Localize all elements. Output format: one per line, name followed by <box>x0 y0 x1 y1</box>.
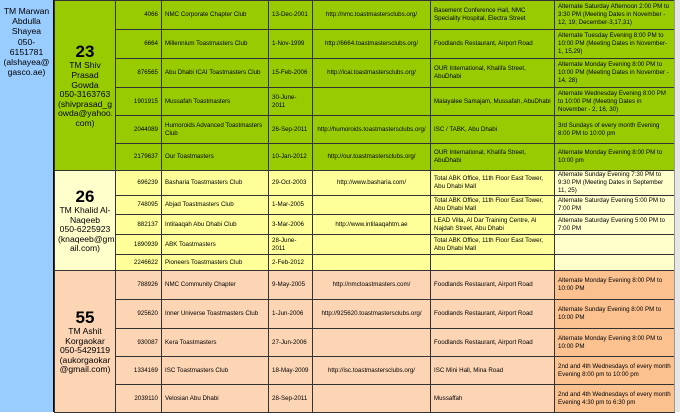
charter-date: 1-Mar-2005 <box>269 196 313 215</box>
club-schedule: Alternate Sunday Evening 7:30 PM to 9:30 PM (Meeting Dates in September 11, 25) <box>555 171 675 196</box>
club-venue: Mussaffah <box>431 385 555 413</box>
club-schedule <box>555 235 675 255</box>
club-name: Our Toastmasters <box>162 144 269 171</box>
club-schedule: Alternate Monday Evening 8:00 PM to 10:00 PM (Meeting Dates in November - 14, 28) <box>555 59 675 88</box>
table-row <box>55 329 675 357</box>
leader-contact-line: 050-3163763 <box>59 89 111 100</box>
club-url <box>313 385 431 413</box>
club-url <box>313 329 431 357</box>
club-venue: LEAD Villa, Al Dar Training Centre, Al Najdah Street, Abu Dhabi <box>431 215 555 235</box>
charter-date: 28-Sep-2011 <box>269 385 313 413</box>
charter-date: 28-June-2011 <box>269 235 313 255</box>
leader-contact-line: Prasad Gowda <box>71 70 99 90</box>
club-schedule: Alternate Wednesday Evening 8:00 PM to 10:00 PM (Meeting Dates in November - 2, 16, 30) <box>555 88 675 116</box>
leader-contact-line: 050-5429119 <box>59 345 111 356</box>
leader-contact-line: @gmail.com) <box>59 364 111 375</box>
division-number: 55 <box>75 308 95 328</box>
club-url[interactable]: http://6664.toastmastersclubs.org/ <box>313 30 431 59</box>
club-venue: Total ABK Office, 11th Floor East Tower, Abu Dhabi Mall <box>431 171 555 196</box>
club-schedule: Alternate Monday Evening 8:00 PM to 10:00 PM <box>555 271 675 300</box>
charter-date: 1-Nov-1999 <box>269 30 313 59</box>
club-schedule: Alternate Saturday Evening 5:00 PM to 7:00 PM <box>555 196 675 215</box>
club-url <box>313 196 431 215</box>
club-id: 2179637 <box>116 144 162 171</box>
club-name: Pioneers Toastmasters Club <box>162 255 269 271</box>
charter-date: 15-Feb-2006 <box>269 59 313 88</box>
table-row <box>55 271 675 300</box>
club-venue: OUR International, Khalifa Street, AbuDhabi <box>431 59 555 88</box>
club-name: ABK Toastmasters <box>162 235 269 255</box>
leader-contact-line: TM Ashit <box>68 326 102 337</box>
leader-contact-line: TM Khalid Al- <box>59 205 111 216</box>
table-row <box>55 300 675 329</box>
club-venue: Foodlands Restaurant, Airport Road <box>431 300 555 329</box>
club-id: 6664 <box>116 30 162 59</box>
club-schedule: Alternate Monday Evening 8:00 PM to 10:00 pm <box>555 144 675 171</box>
club-url[interactable]: http://our.toastmastersclubs.org/ <box>313 144 431 171</box>
club-id: 1334169 <box>116 357 162 385</box>
area-director-line: TM Marwan <box>3 6 50 16</box>
table-row <box>55 255 675 271</box>
division-number: 26 <box>75 187 95 207</box>
club-url[interactable]: http://www.basharia.com/ <box>313 171 431 196</box>
club-name: Millennium Toastmasters Club <box>162 30 269 59</box>
club-id: 788926 <box>116 271 162 300</box>
clubs-table <box>54 0 675 413</box>
club-name: ISC Toastmasters Club <box>162 357 269 385</box>
club-url[interactable]: http://nmctoastmasters.com/ <box>313 271 431 300</box>
club-id: 2039110 <box>116 385 162 413</box>
division-number: 23 <box>75 42 95 62</box>
club-id: 696239 <box>116 171 162 196</box>
table-row <box>55 30 675 59</box>
club-id: 2044089 <box>116 116 162 144</box>
table-row <box>55 116 675 144</box>
charter-date: 10-Jan-2012 <box>269 144 313 171</box>
club-venue: Foodlands Restaurant, Airport Road <box>431 329 555 357</box>
club-id: 2246622 <box>116 255 162 271</box>
table-row <box>55 235 675 255</box>
club-schedule: 3rd Sundays of every month Evening 8:00 PM to 10:00 pm <box>555 116 675 144</box>
club-schedule <box>555 255 675 271</box>
leader-contact-line: 050-6225923 <box>59 224 111 235</box>
leader-contact-line: ail.com) <box>69 243 101 254</box>
table-row <box>55 357 675 385</box>
club-url <box>313 235 431 255</box>
club-url[interactable]: http://humoroids.toastmastersclubs.org/ <box>313 116 431 144</box>
club-schedule: Alternate Tuesday Evening 8:00 PM to 10:00 PM (Meeting Dates in November- 1, 15,29) <box>555 30 675 59</box>
club-venue: Total ABK Office, 11th Floor East Tower, Abu Dhabi Mall <box>431 196 555 215</box>
club-schedule: Alternate Saturday Evening 5:00 PM to 7:00 PM <box>555 215 675 235</box>
club-venue: ISC / TABK, Abu Dhabi <box>431 116 555 144</box>
club-name: NMC Corporate Chapter Club <box>162 1 269 30</box>
leader-contact-line: Naqeeb <box>69 214 101 225</box>
table-row <box>55 171 675 196</box>
club-venue: Total ABK Office, 11th Floor East Tower, Abu Dhabi Mall <box>431 235 555 255</box>
club-url[interactable]: http://icai.toastmastersclubs.org/ <box>313 59 431 88</box>
club-id: 876565 <box>116 59 162 88</box>
area-director-text <box>2 6 51 77</box>
club-id: 748095 <box>116 196 162 215</box>
charter-date: 3-Mar-2006 <box>269 215 313 235</box>
area-director-line: gasco.ae) <box>7 67 46 78</box>
club-id: 882137 <box>116 215 162 235</box>
leader-contact-line: (aukorgaokar <box>59 354 111 365</box>
club-name: Humoroids Advanced Toastmasters Club <box>162 116 269 144</box>
charter-date: 13-Dec-2001 <box>269 1 313 30</box>
club-name: Inner Universe Toastmasters Club <box>162 300 269 329</box>
club-venue: Foodlands Restaurant, Airport Road <box>431 271 555 300</box>
club-url[interactable]: http://nmc.toastmastersclubs.org/ <box>313 1 431 30</box>
club-id: 930087 <box>116 329 162 357</box>
club-name: Intilaaqah Abu Dhabi Club <box>162 215 269 235</box>
club-schedule: Alternate Saturday Afternoon 2:00 PM to 3:30 PM (Meeting Dates in November - 12, 19; December-3,17,31) <box>555 1 675 30</box>
leader-contact-line: Korgaokar <box>65 335 105 346</box>
leader-contact-line: TM Shiv <box>69 60 101 71</box>
division-leader-cell <box>55 271 116 413</box>
division-leader-cell <box>55 1 116 171</box>
table-row <box>55 196 675 215</box>
club-schedule: Alternate Sunday Evening 8:00 PM to 10:00 PM <box>555 300 675 329</box>
club-id: 4066 <box>116 1 162 30</box>
club-name: NMC Community Chapter <box>162 271 269 300</box>
charter-date: 30-June-2011 <box>269 88 313 116</box>
club-id: 1890939 <box>116 235 162 255</box>
area-director-line: Shayea <box>11 26 42 37</box>
club-url[interactable]: http://www.intilaaqahtm.ae <box>313 215 431 235</box>
club-id: 1901915 <box>116 88 162 116</box>
club-schedule: 2nd and 4th Wednesdays of every month Evening 8:00 pm to 10:00 pm <box>555 357 675 385</box>
club-schedule: 2nd and 4th Wednesdays of every month Evening 4:30 pm to 6:30 pm <box>555 385 675 413</box>
club-venue: Foodlands Restaurant, Airport Road <box>431 30 555 59</box>
club-schedule: Alternate Monday Evening 8:00 PM to 10:00 PM <box>555 329 675 357</box>
charter-date: 2-Feb-2012 <box>269 255 313 271</box>
table-row <box>55 59 675 88</box>
charter-date: 1-Jun-2006 <box>269 300 313 329</box>
club-venue: Basement Conference Hall, NMC Speciality Hospital, Electra Street <box>431 1 555 30</box>
area-director-line: (alshayea@ <box>3 57 50 68</box>
club-name: Abjad Toastmasters Club <box>162 196 269 215</box>
scrollbar[interactable] <box>674 0 680 412</box>
club-venue: ISC Mini Hall, Mina Road <box>431 357 555 385</box>
charter-date: 29-Oct-2003 <box>269 171 313 196</box>
club-name: Basharia Toastmasters Club <box>162 171 269 196</box>
table-row <box>55 144 675 171</box>
leader-contact-line: (knaqeeb@gm <box>58 233 115 244</box>
area-director-cell <box>0 0 54 412</box>
club-url[interactable]: http://925620.toastmastersclubs.org/ <box>313 300 431 329</box>
club-url[interactable]: http://isc.toastmastersclubs.org/ <box>313 357 431 385</box>
table-row <box>55 385 675 413</box>
table-row <box>55 215 675 235</box>
area-director-line: 6151781 <box>9 46 44 57</box>
area-director-line: 050- <box>17 36 36 47</box>
club-venue: OUR International, Khalifa Street, AbuDhabi <box>431 144 555 171</box>
table-row <box>55 1 675 30</box>
club-id: 925620 <box>116 300 162 329</box>
division-leader-cell <box>55 171 116 271</box>
club-name: Velosian Abu Dhabi <box>162 385 269 413</box>
club-name: Abu Dhabi ICAI Toastmasters Club <box>162 59 269 88</box>
club-venue: Malayalee Samajam, Mussafah, AbuDhabi <box>431 88 555 116</box>
charter-date: 27-Jun-2006 <box>269 329 313 357</box>
club-venue <box>431 255 555 271</box>
area-director-line: Abdulla <box>12 16 41 27</box>
table-row <box>55 88 675 116</box>
club-name: Kera Toastmasters <box>162 329 269 357</box>
leader-contact-line: (shivprasad_g <box>58 98 112 109</box>
club-name: Mussafah Toastmasters <box>162 88 269 116</box>
club-url <box>313 255 431 271</box>
charter-date: 9-May-2005 <box>269 271 313 300</box>
charter-date: 26-Sep-2011 <box>269 116 313 144</box>
leader-contact-line: owda@yahoo. <box>58 108 114 119</box>
charter-date: 18-May-2009 <box>269 357 313 385</box>
club-url <box>313 88 431 116</box>
leader-contact-line: com) <box>75 117 95 128</box>
